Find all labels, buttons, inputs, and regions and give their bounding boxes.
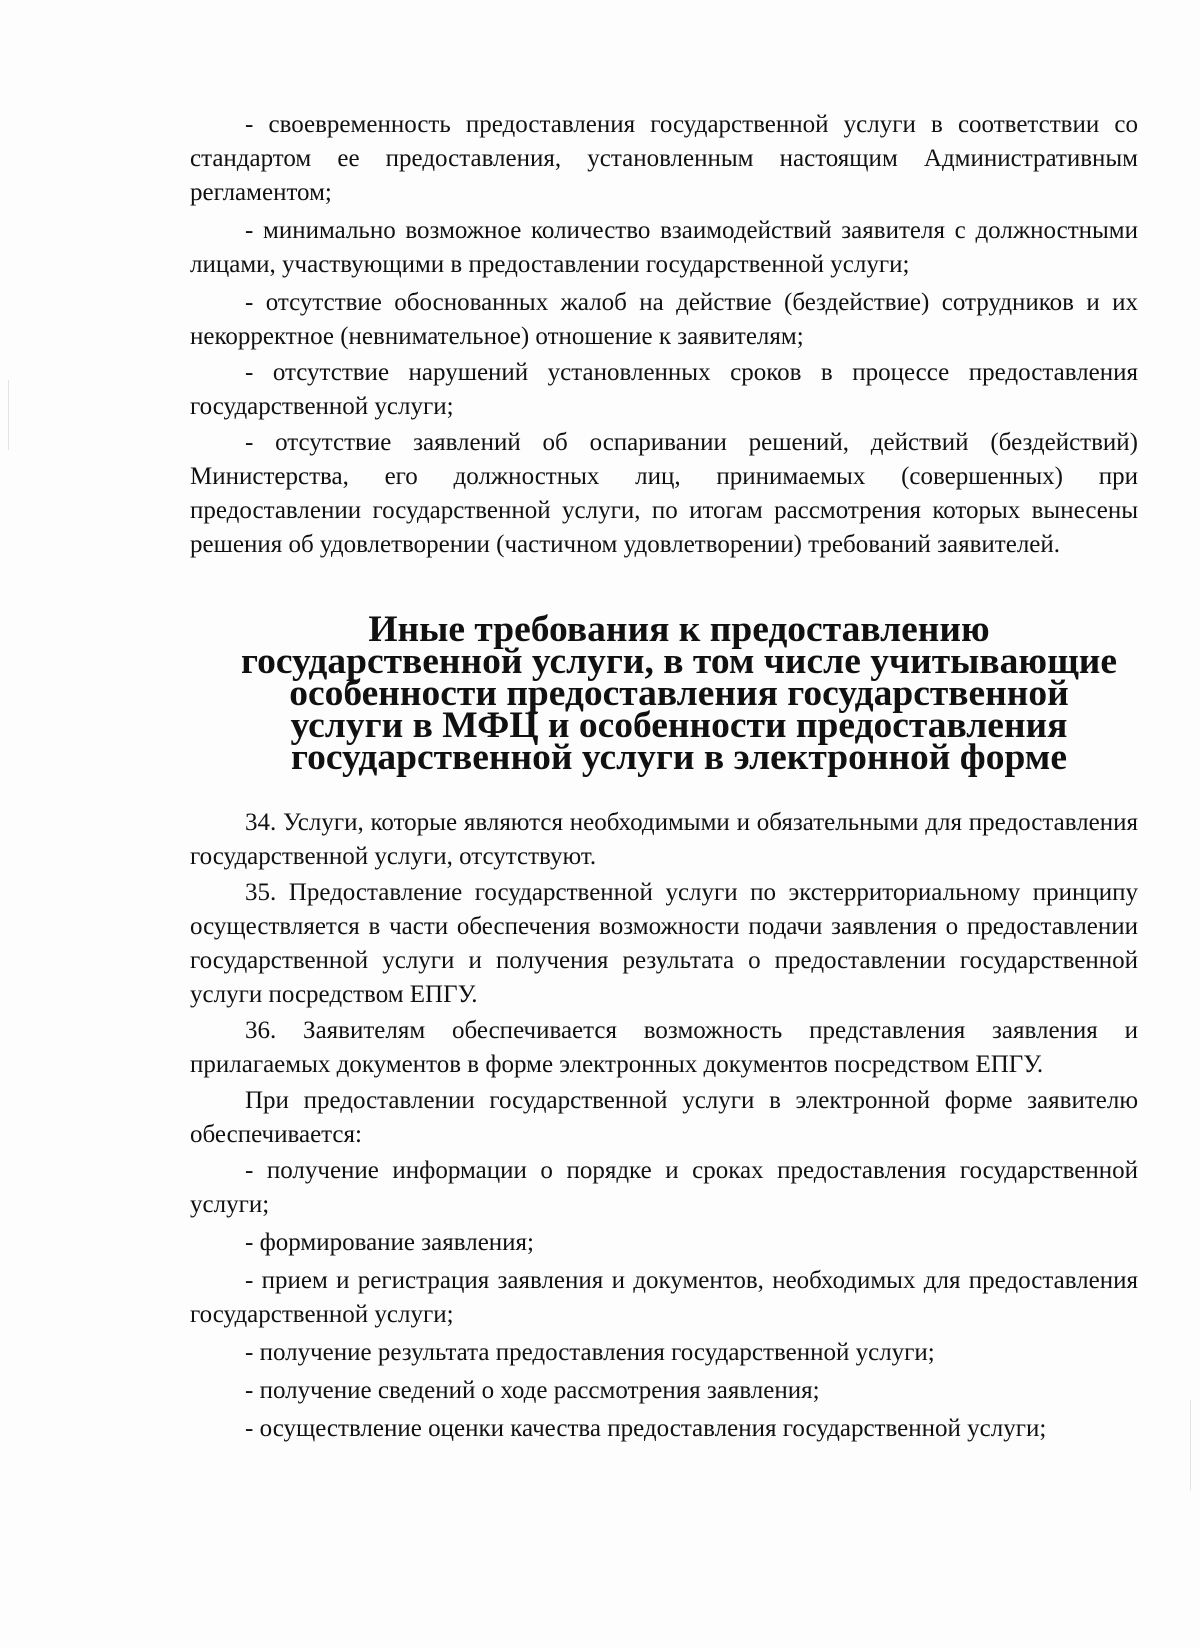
scan-edge-mark: [1190, 1400, 1191, 1490]
paragraph-no-complaints: - отсутствие обоснованных жалоб на действие (бездействие) сотрудников и их некорректное (невнимательное) отношение к заявителям;: [190, 289, 1138, 350]
list-item-registration: - прием и регистрация заявления и документов, необходимых для предоставления государственной услуги;: [190, 1267, 1138, 1328]
paragraph-timeliness: - своевременность предоставления государственной услуги в соответствии со стандартом ее предоставления, установленным настоящим Административным регламентом;: [190, 111, 1138, 206]
document-body: [190, 108, 1138, 1446]
scan-edge-mark: [8, 380, 9, 450]
list-item-info: - получение информации о порядке и сроках предоставления государственной услуги;: [190, 1157, 1138, 1218]
paragraph-electronic-form-intro: При предоставлении государственной услуги в электронной форме заявителю обеспечивается:: [190, 1087, 1138, 1148]
list-item-status: - получение сведений о ходе рассмотрения заявления;: [245, 1377, 820, 1404]
section-heading: Иные требования к предоставлению государственной услуги, в том числе учитывающие особенности предоставления государственной услуги в МФЦ и особенности предоставления государственной услуги в электронной форме: [240, 609, 1117, 778]
paragraph-36: 36. Заявителям обеспечивается возможность представления заявления и прилагаемых документов в форме электронных документов посредством ЕПГУ.: [190, 1017, 1138, 1078]
paragraph-no-appeals: - отсутствие заявлений об оспаривании решений, действий (бездействий) Министерства, его должностных лиц, принимаемых (совершенных) при предоставлении государственной услуги, по итогам рассмотрения которых вынесены решения об удовлетворении (частичном удовлетворении) требований заявителей.: [190, 429, 1138, 558]
paragraph-no-deadline-violations: - отсутствие нарушений установленных сроков в процессе предоставления государственной услуги;: [190, 359, 1138, 420]
list-item-result: - получение результата предоставления государственной услуги;: [245, 1339, 935, 1366]
list-item-quality-assessment: - осуществление оценки качества предоставления государственной услуги;: [245, 1415, 1047, 1442]
paragraph-34: 34. Услуги, которые являются необходимыми и обязательными для предоставления государственной услуги, отсутствуют.: [190, 809, 1138, 870]
paragraph-35: 35. Предоставление государственной услуги по экстерриториальному принципу осуществляется в части обеспечения возможности подачи заявления о предоставлении государственной услуги и получения результата о предоставлении государственной услуги посредством ЕПГУ.: [190, 879, 1138, 1008]
list-item-form-application: - формирование заявления;: [245, 1229, 534, 1256]
paragraph-min-interactions: - минимально возможное количество взаимодействий заявителя с должностными лицами, участвующими в предоставлении государственной услуги;: [190, 217, 1138, 278]
